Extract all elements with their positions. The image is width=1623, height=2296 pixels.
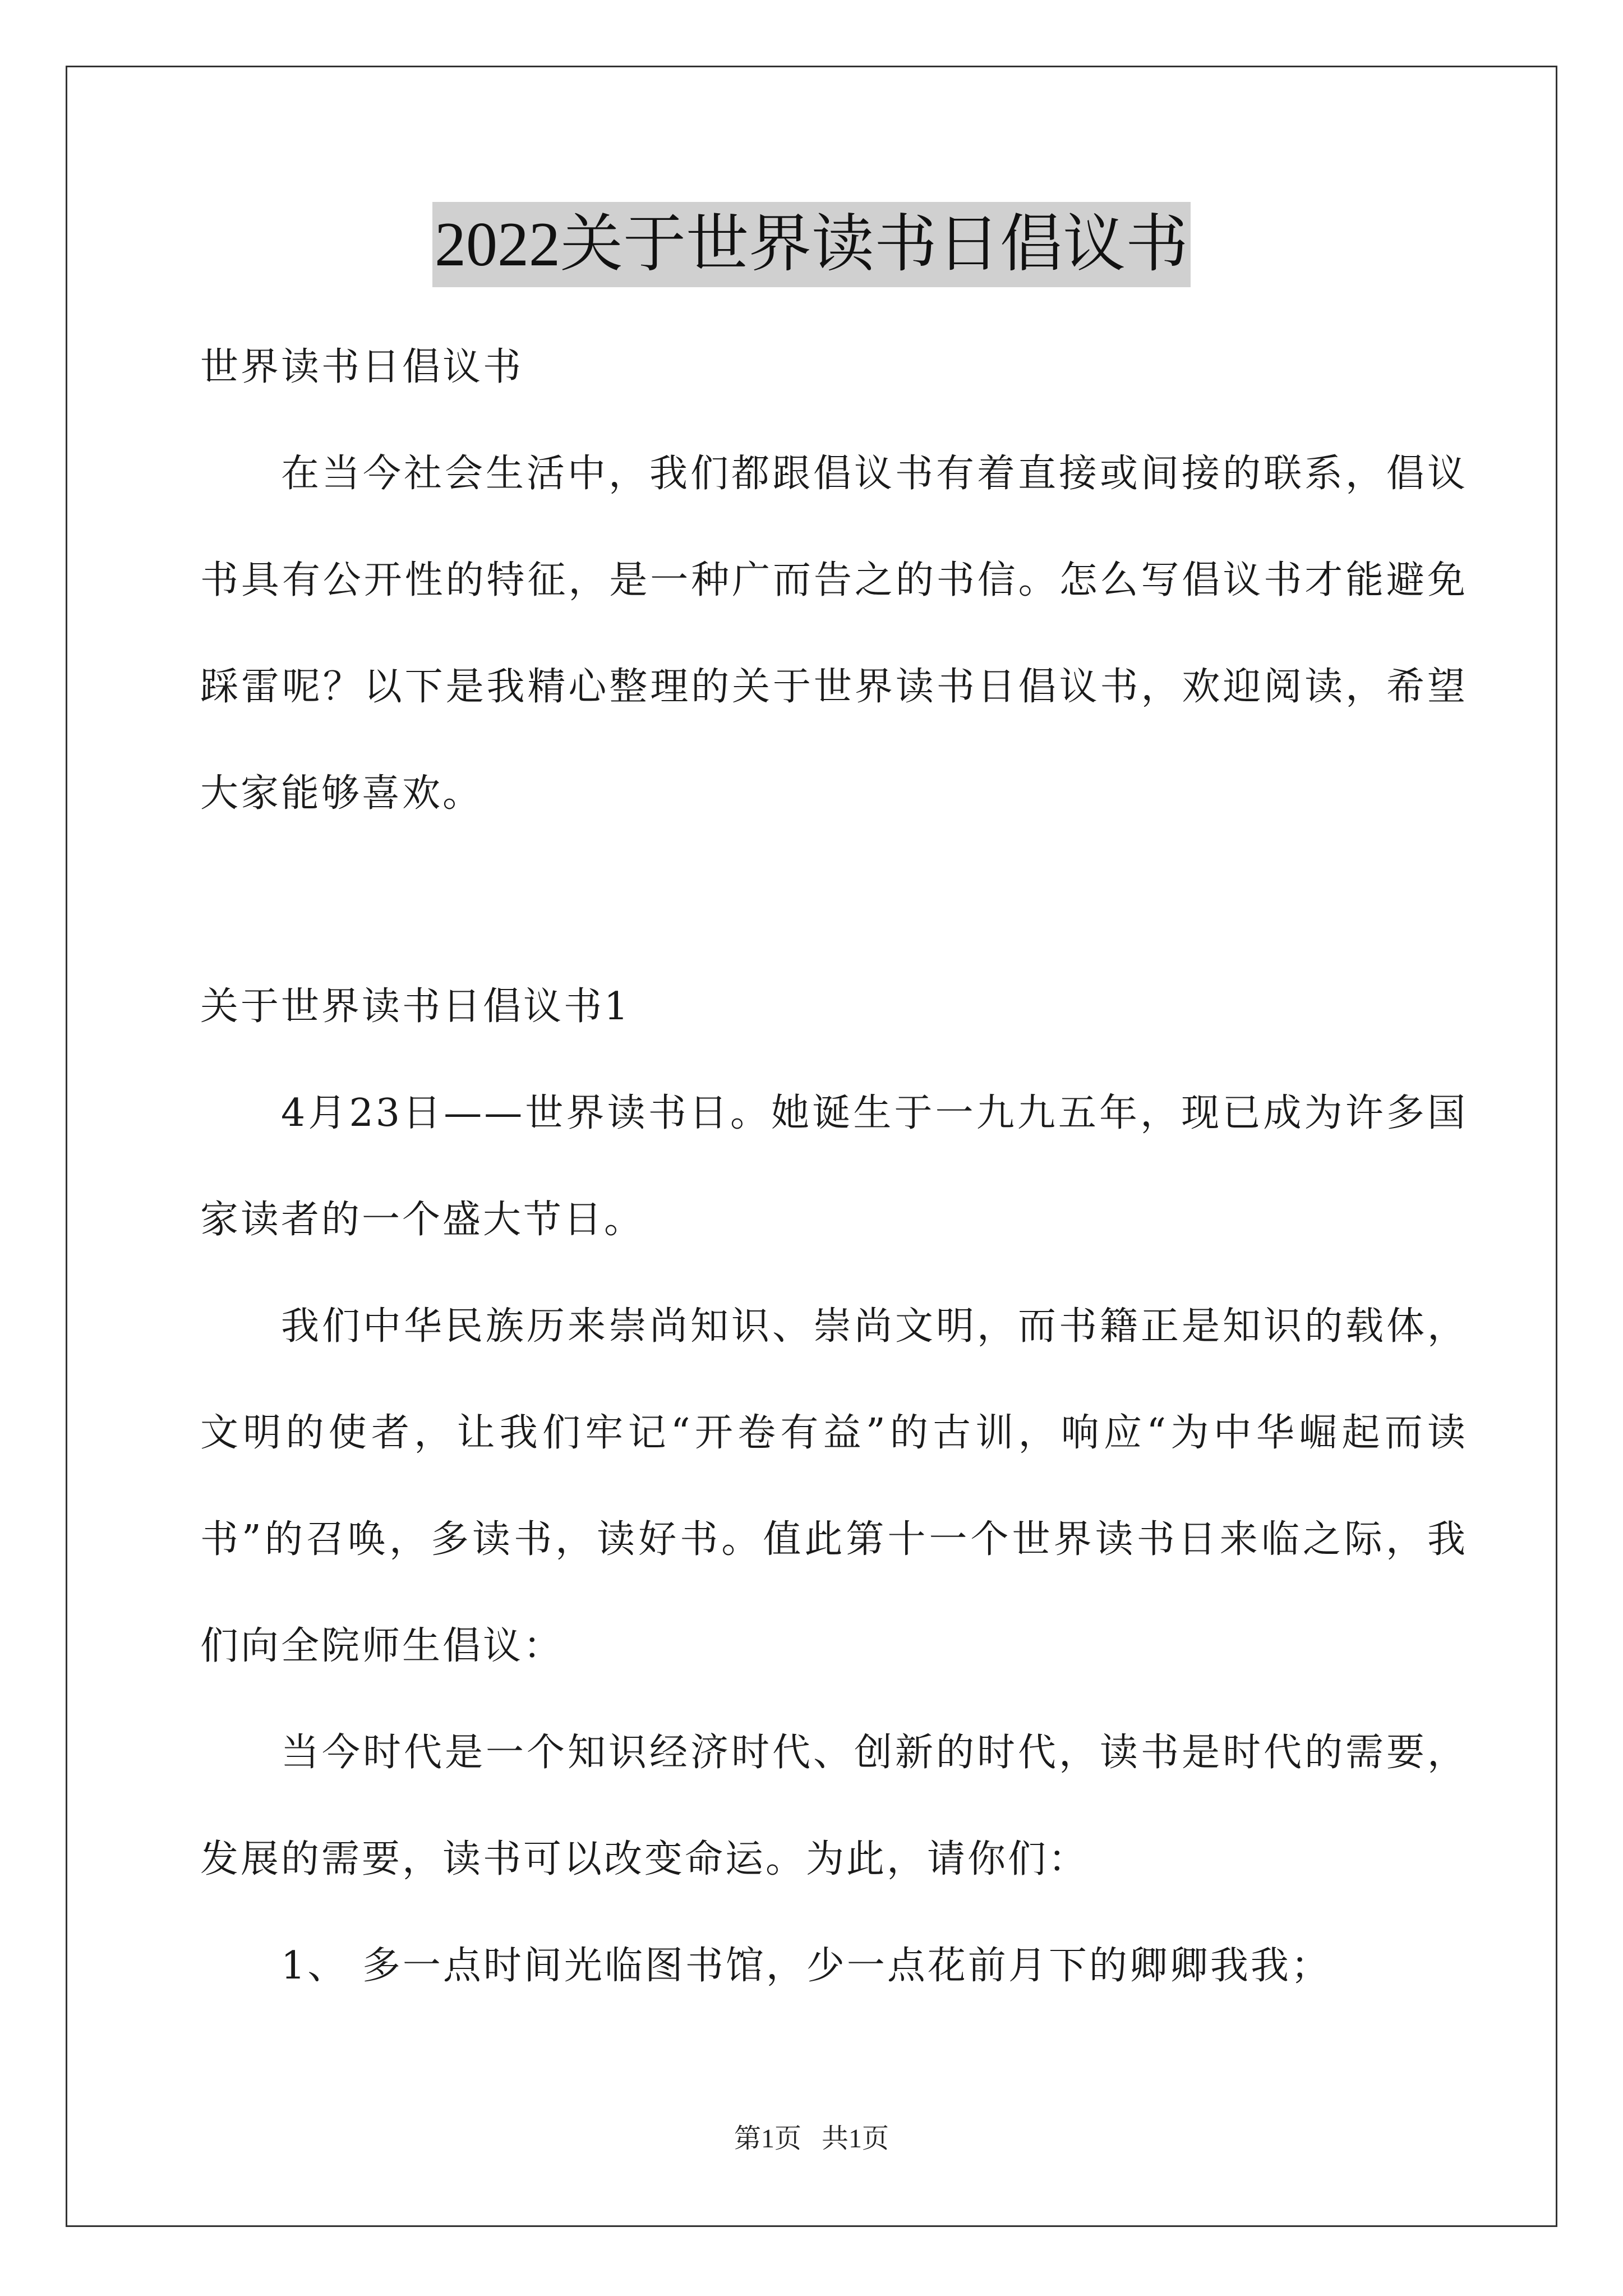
body-paragraph: 我们中华民族历来崇尚知识、崇尚文明，而书籍正是知识的载体，文明的使者，让我们牢记“开卷有益”的古训，响应“为中华崛起而读书”的召唤，多读书，读好书。值此第十一个世界读书日来临之际，我们向全院师生倡议：: [200, 1304, 1468, 1668]
intro-paragraph: 在当今社会生活中，我们都跟倡议书有着直接或间接的联系，倡议书具有公开性的特征，是一种广而告之的书信。怎么写倡议书才能避免踩雷呢？以下是我精心整理的关于世界读书日倡议书，欢迎阅读，希望大家能够喜欢。: [200, 452, 1468, 816]
section-heading: 关于世界读书日倡议书1: [200, 984, 631, 1029]
spacer: [200, 847, 1468, 954]
list-item: 1、 多一点时间光临图书馆，少一点花前月下的卿卿我我；: [281, 1944, 1331, 1988]
title-container: [0, 202, 1623, 287]
document-subtitle: 世界读书日倡议书: [200, 345, 524, 389]
page-footer: 第1页 共1页: [734, 2124, 889, 2154]
body-paragraph: 当今时代是一个知识经济时代、创新的时代，读书是时代的需要，发展的需要，读书可以改变命运。为此，请你们：: [200, 1731, 1468, 1881]
document-body: [200, 314, 1468, 2019]
document-title: 2022关于世界读书日倡议书: [432, 202, 1191, 287]
body-paragraph: 4月23日——世界读书日。她诞生于一九九五年，现已成为许多国家读者的一个盛大节日。: [200, 1091, 1468, 1242]
